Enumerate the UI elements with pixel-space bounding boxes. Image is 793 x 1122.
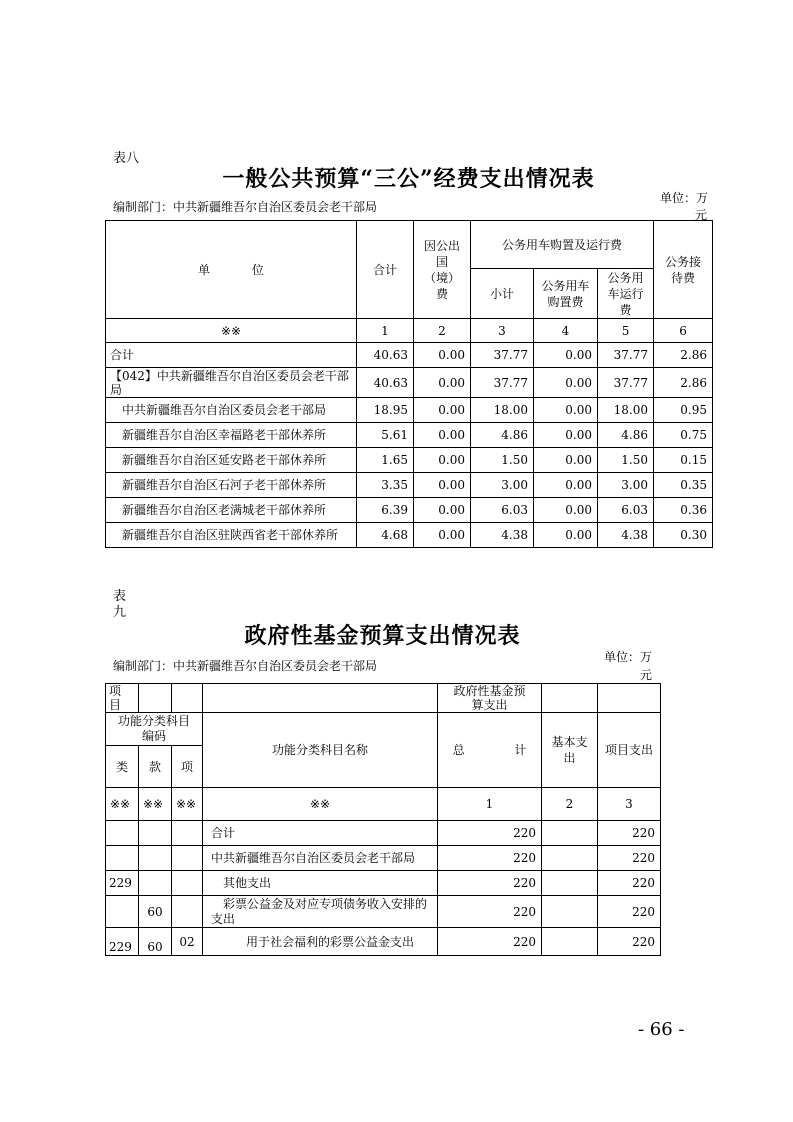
- empty-cell: [172, 846, 203, 871]
- table-row: [106, 423, 713, 448]
- table9-unit-yuan: 元: [640, 668, 653, 682]
- empty-cell: [542, 846, 598, 871]
- empty-cell: [172, 871, 203, 896]
- index-cell: 1: [438, 788, 542, 821]
- row-name: 新疆维吾尔自治区驻陕西省老干部休养所: [106, 523, 357, 548]
- value-cell: 220: [438, 871, 542, 896]
- value-cell: 37.77: [598, 368, 654, 398]
- row-name: 合计: [106, 343, 357, 368]
- value-cell: 5.61: [357, 423, 414, 448]
- value-cell: 220: [598, 896, 661, 928]
- value-cell: 4.68: [357, 523, 414, 548]
- index-cell: ※※: [106, 788, 139, 821]
- index-cell: 5: [598, 319, 654, 343]
- empty-cell: [542, 896, 598, 928]
- table-row: [106, 896, 661, 928]
- value-cell: 40.63: [357, 368, 414, 398]
- header-fund: 政府性基金预算支出: [438, 684, 542, 713]
- value-cell: 0.15: [654, 448, 713, 473]
- value-cell: 0.00: [534, 368, 598, 398]
- header-basic: 基本支出: [542, 713, 598, 788]
- header-purchase: 公务用车购置费: [534, 269, 598, 319]
- table-row: [106, 871, 661, 896]
- value-cell: 0.00: [414, 473, 471, 498]
- value-cell: 0.30: [654, 523, 713, 548]
- value-cell: 3.00: [598, 473, 654, 498]
- row-name: 新疆维吾尔自治区幸福路老干部休养所: [106, 423, 357, 448]
- row-name: 合计: [203, 821, 438, 846]
- value-cell: 3.35: [357, 473, 414, 498]
- value-cell: 0.95: [654, 398, 713, 423]
- empty-cell: [172, 684, 203, 713]
- table-row: [106, 523, 713, 548]
- value-cell: 18.00: [598, 398, 654, 423]
- empty-cell: [139, 684, 172, 713]
- header-total: 总 计: [438, 713, 542, 788]
- index-cell: ※※: [139, 788, 172, 821]
- page-number: - 66 -: [638, 1019, 685, 1040]
- empty-cell: [172, 821, 203, 846]
- class-cell: 229: [106, 928, 139, 956]
- empty-cell: [172, 896, 203, 928]
- table-row: [106, 821, 661, 846]
- value-cell: 1.65: [357, 448, 414, 473]
- value-cell: 0.00: [414, 398, 471, 423]
- header-item: 项目: [106, 684, 139, 713]
- value-cell: 1.50: [471, 448, 534, 473]
- value-cell: 220: [438, 821, 542, 846]
- empty-cell: [542, 821, 598, 846]
- table-row: [106, 398, 713, 423]
- value-cell: 220: [598, 871, 661, 896]
- value-cell: 2.86: [654, 368, 713, 398]
- value-cell: 0.00: [534, 448, 598, 473]
- value-cell: 220: [598, 928, 661, 956]
- value-cell: 2.86: [654, 343, 713, 368]
- row-name: 新疆维吾尔自治区延安路老干部休养所: [106, 448, 357, 473]
- value-cell: 220: [438, 928, 542, 956]
- empty-cell: [106, 846, 139, 871]
- table9-title: 政府性基金预算支出情况表: [244, 623, 521, 649]
- table-row: [106, 498, 713, 523]
- table8-dept: 编制部门：中共新疆维吾尔自治区委员会老干部局: [113, 200, 378, 214]
- header-name: 功能分类科目名称: [203, 713, 438, 788]
- value-cell: 4.38: [471, 523, 534, 548]
- table8: [105, 220, 713, 548]
- row-name: 【042】中共新疆维吾尔自治区委员会老干部局: [106, 368, 357, 398]
- class-cell: 229: [106, 871, 139, 896]
- table8-unit-yuan: 元: [695, 208, 708, 222]
- empty-cell: [598, 684, 661, 713]
- empty-cell: [106, 821, 139, 846]
- index-cell: 2: [542, 788, 598, 821]
- index-cell: 6: [654, 319, 713, 343]
- value-cell: 0.36: [654, 498, 713, 523]
- value-cell: 0.00: [414, 498, 471, 523]
- value-cell: 0.00: [414, 523, 471, 548]
- value-cell: 4.38: [598, 523, 654, 548]
- item-cell: 02: [172, 928, 203, 956]
- header-section: 款: [139, 746, 172, 788]
- empty-cell: [139, 821, 172, 846]
- value-cell: 0.00: [414, 368, 471, 398]
- value-cell: 37.77: [471, 343, 534, 368]
- table-row: [106, 846, 661, 871]
- header-subtotal: 小计: [471, 269, 534, 319]
- row-name: 其他支出: [203, 871, 438, 896]
- value-cell: 0.00: [534, 473, 598, 498]
- table9-label-b: 九: [113, 605, 127, 620]
- empty-cell: [542, 928, 598, 956]
- index-cell: 3: [598, 788, 661, 821]
- value-cell: 6.39: [357, 498, 414, 523]
- row-name: 新疆维吾尔自治区石河子老干部休养所: [106, 473, 357, 498]
- value-cell: 37.77: [471, 368, 534, 398]
- value-cell: 40.63: [357, 343, 414, 368]
- table-row: [106, 448, 713, 473]
- header-total: 合计: [357, 221, 414, 319]
- header-class: 类: [106, 746, 139, 788]
- header-vehicle: 公务用车购置及运行费: [471, 221, 654, 269]
- table8-unit: 单位：万: [660, 191, 709, 205]
- value-cell: 0.00: [534, 343, 598, 368]
- value-cell: 0.00: [414, 423, 471, 448]
- value-cell: 18.00: [471, 398, 534, 423]
- index-cell: 1: [357, 319, 414, 343]
- value-cell: 4.86: [598, 423, 654, 448]
- header-code: 功能分类科目编码: [106, 713, 203, 746]
- empty-cell: [203, 684, 438, 713]
- value-cell: 0.75: [654, 423, 713, 448]
- row-name: 用于社会福利的彩票公益金支出: [203, 928, 438, 956]
- value-cell: 0.00: [534, 523, 598, 548]
- header-subitem: 项: [172, 746, 203, 788]
- value-cell: 3.00: [471, 473, 534, 498]
- empty-cell: [139, 871, 172, 896]
- index-cell: 4: [534, 319, 598, 343]
- value-cell: 18.95: [357, 398, 414, 423]
- table9-label-a: 表: [113, 589, 127, 604]
- value-cell: 0.00: [534, 398, 598, 423]
- empty-cell: [106, 896, 139, 928]
- header-reception: 公务接待费: [654, 221, 713, 319]
- value-cell: 0.00: [534, 423, 598, 448]
- header-abroad: 因公出国（境）费: [414, 221, 471, 319]
- table-row: [106, 368, 713, 398]
- empty-cell: [542, 684, 598, 713]
- value-cell: 6.03: [598, 498, 654, 523]
- value-cell: 220: [438, 896, 542, 928]
- header-operation: 公务用车运行费: [598, 269, 654, 319]
- value-cell: 0.35: [654, 473, 713, 498]
- row-name: 中共新疆维吾尔自治区委员会老干部局: [203, 846, 438, 871]
- value-cell: 220: [598, 846, 661, 871]
- table9-dept: 编制部门：中共新疆维吾尔自治区委员会老干部局: [113, 659, 378, 673]
- table-row: [106, 928, 661, 956]
- value-cell: 37.77: [598, 343, 654, 368]
- row-name: 中共新疆维吾尔自治区委员会老干部局: [106, 398, 357, 423]
- table8-title: 一般公共预算“三公”经费支出情况表: [222, 166, 595, 192]
- value-cell: 1.50: [598, 448, 654, 473]
- section-cell: 60: [139, 928, 172, 956]
- table-row: [106, 473, 713, 498]
- header-project: 项目支出: [598, 713, 661, 788]
- value-cell: 0.00: [414, 343, 471, 368]
- table9-unit: 单位：万: [604, 650, 653, 664]
- index-cell: ※※: [203, 788, 438, 821]
- value-cell: 4.86: [471, 423, 534, 448]
- header-unit: 单 位: [106, 221, 357, 319]
- empty-cell: [139, 846, 172, 871]
- row-name: 新疆维吾尔自治区老满城老干部休养所: [106, 498, 357, 523]
- value-cell: 220: [598, 821, 661, 846]
- row-name: 彩票公益金及对应专项债务收入安排的支出: [203, 896, 438, 928]
- value-cell: 220: [438, 846, 542, 871]
- index-cell: 3: [471, 319, 534, 343]
- value-cell: 0.00: [534, 498, 598, 523]
- index-cell: ※※: [106, 319, 357, 343]
- empty-cell: [542, 871, 598, 896]
- value-cell: 6.03: [471, 498, 534, 523]
- index-cell: 2: [414, 319, 471, 343]
- value-cell: 0.00: [414, 448, 471, 473]
- table8-label: 表八: [113, 151, 140, 166]
- table-row: [106, 343, 713, 368]
- index-cell: ※※: [172, 788, 203, 821]
- section-cell: 60: [139, 896, 172, 928]
- table9: [105, 683, 661, 956]
